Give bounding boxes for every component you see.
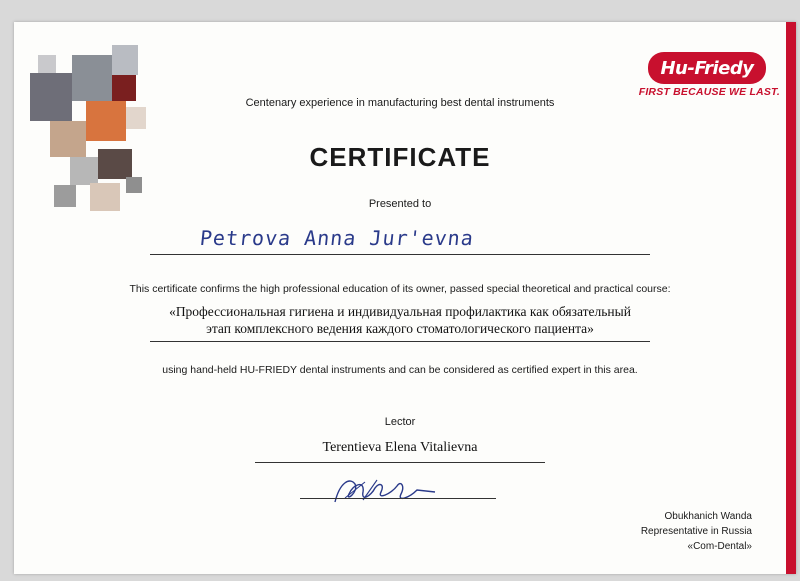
representative-name: Obukhanich Wanda (664, 511, 752, 522)
course-title-line-1: «Профессиональная гигиена и индивидуальная профилактика как обязательный (169, 304, 631, 319)
brand-tagline: FIRST BECAUSE WE LAST. (638, 86, 780, 98)
instruments-text: using hand-held HU-FRIEDY dental instruments and can be considered as certified expert in this area. (162, 364, 638, 376)
representative-company: «Com-Dental» (687, 541, 752, 552)
centenary-text: Centenary experience in manufacturing best dental instruments (245, 97, 555, 109)
recipient-name: Petrova Anna Jur'evna (198, 226, 476, 250)
course-underline (150, 341, 650, 342)
lector-name: Terentieva Elena Vitalievna (322, 440, 478, 455)
recipient-underline (150, 254, 650, 255)
representative-role: Representative in Russia (640, 526, 752, 537)
lector-underline (255, 462, 545, 463)
presented-to-label: Presented to (368, 198, 432, 210)
certificate-title: CERTIFICATE (309, 142, 491, 172)
photo-collage (30, 45, 160, 215)
course-title-line-2: этап комплексного ведения каждого стоматологического пациента» (206, 321, 594, 336)
logo-text: Hu-Friedy (660, 57, 754, 79)
confirmation-text: This certificate confirms the high professional education of its owner, passed special theoretical and practical course: (129, 283, 671, 295)
signature-underline (300, 498, 496, 499)
hu-friedy-logo (648, 52, 766, 84)
handwritten-signature (305, 472, 445, 517)
lector-label: Lector (384, 416, 416, 428)
